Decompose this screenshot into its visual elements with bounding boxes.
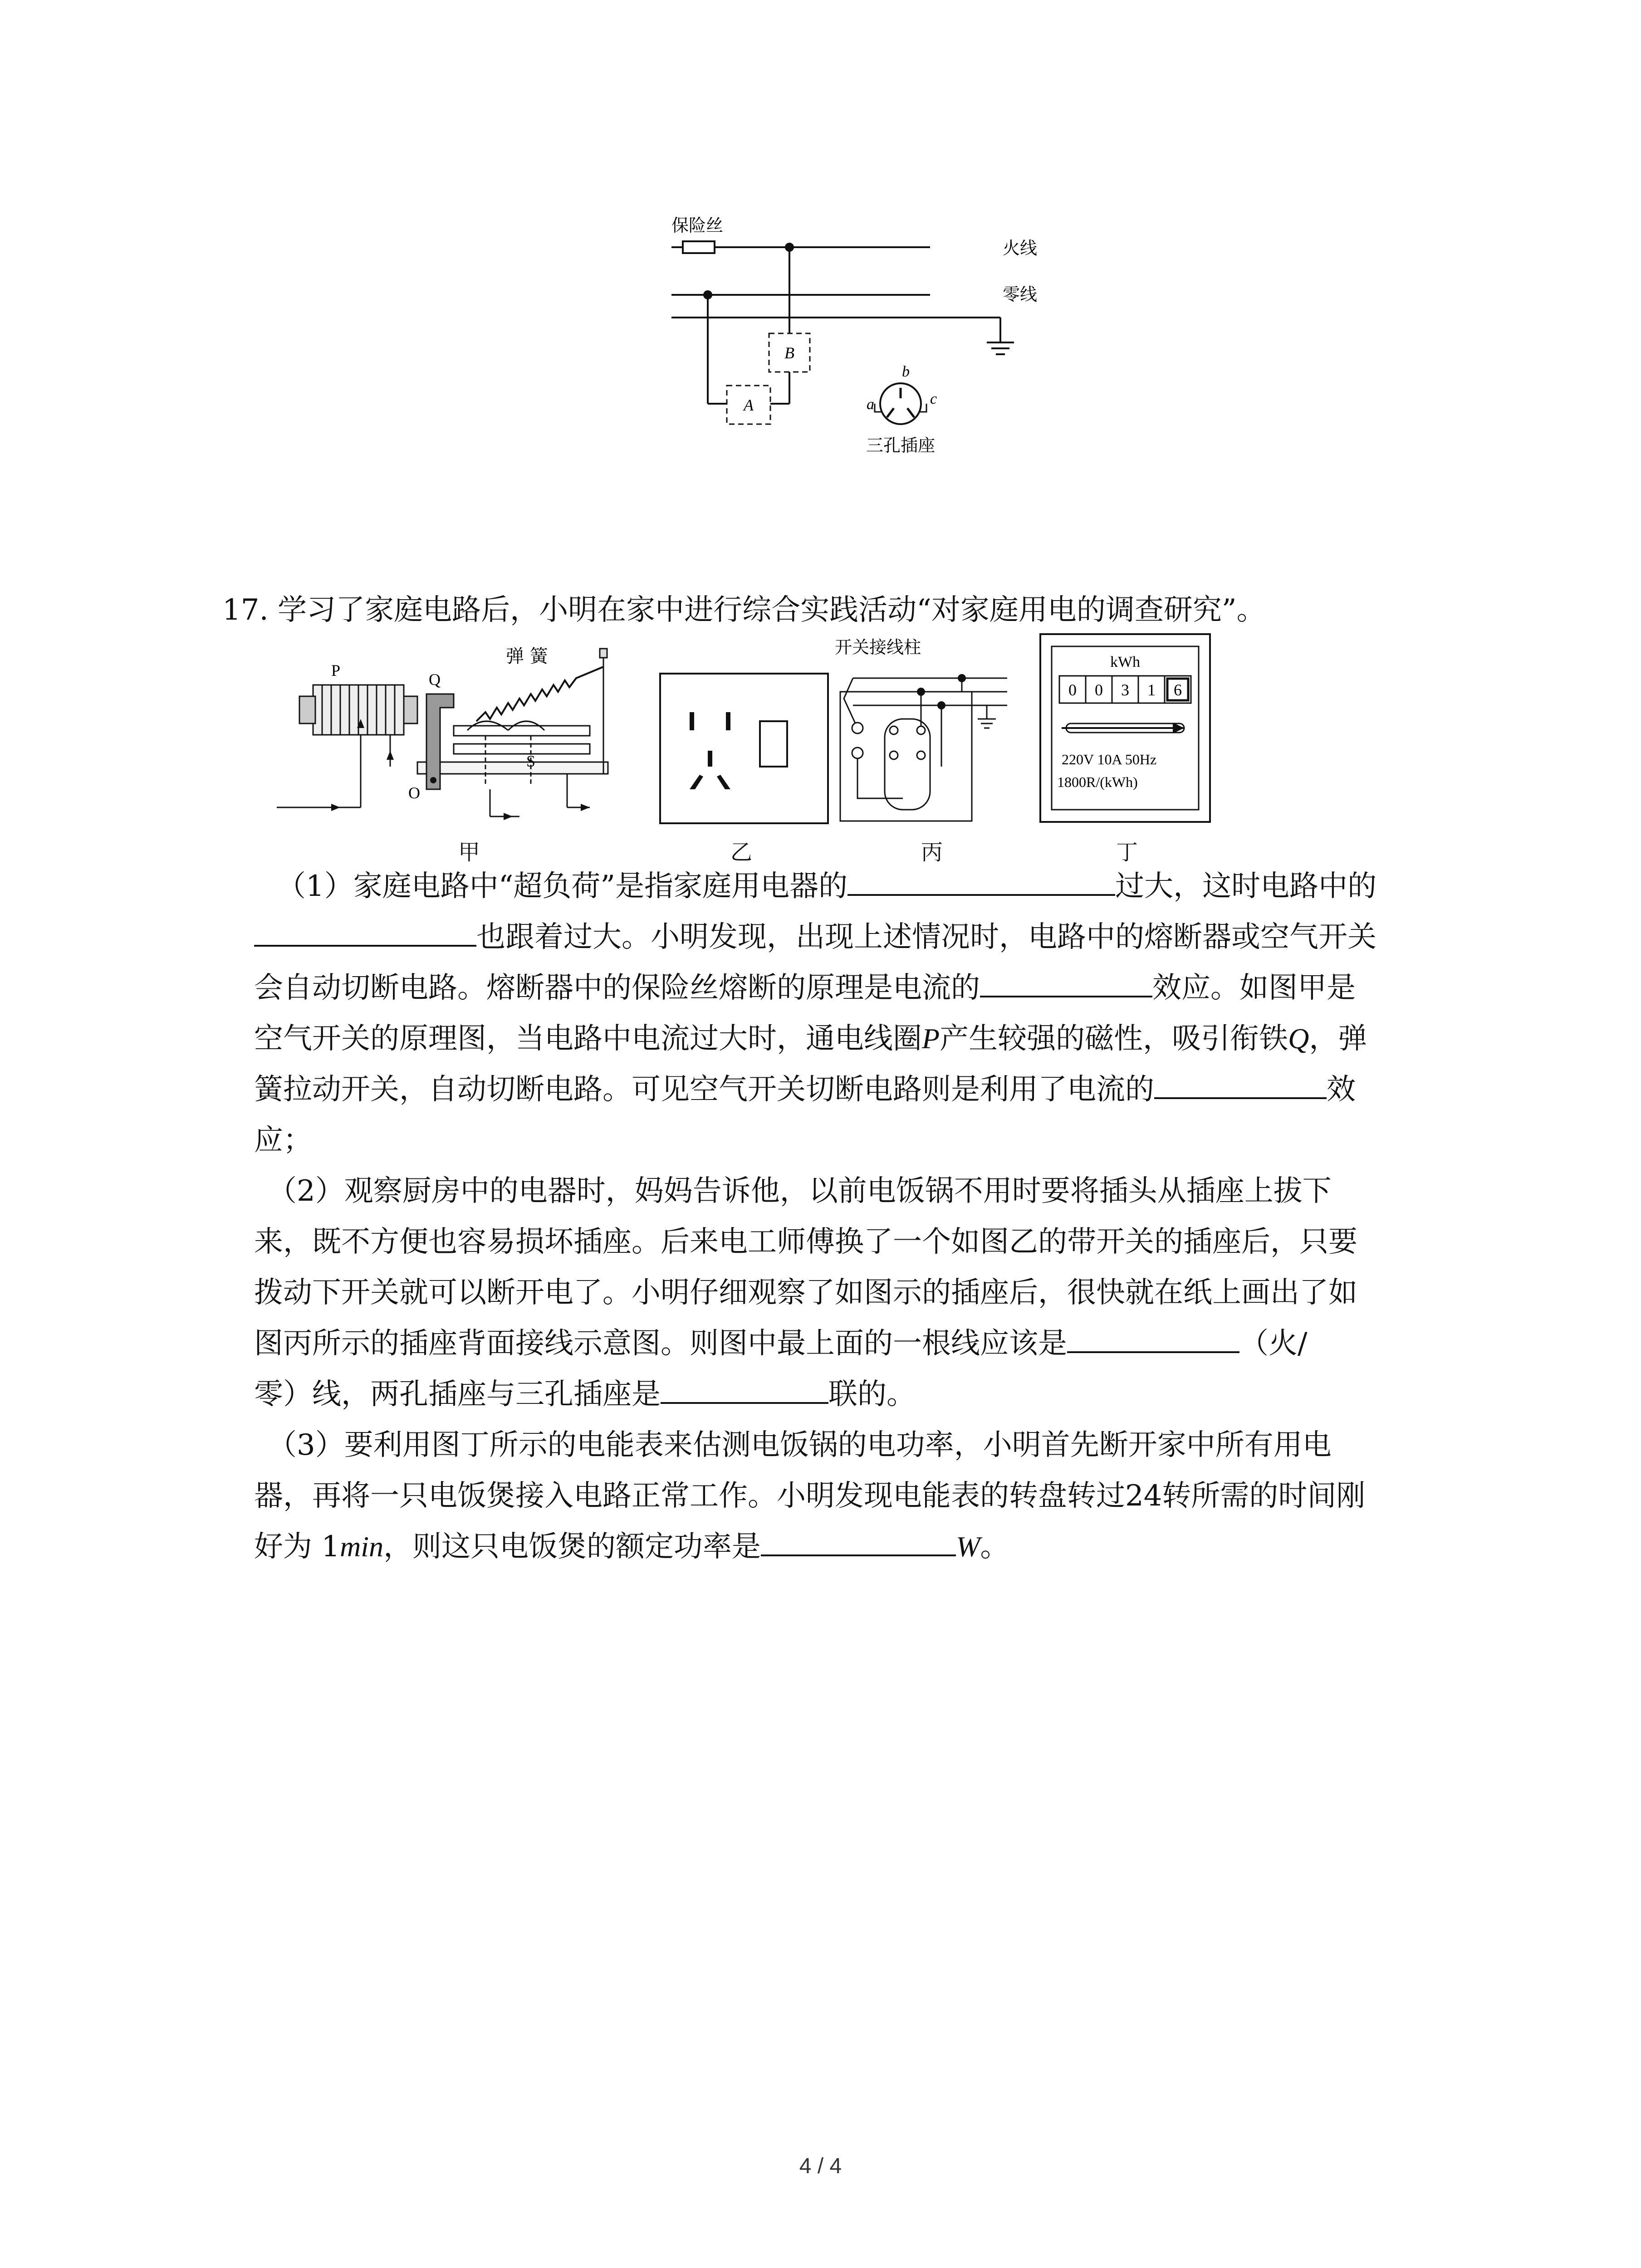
live-label: 火线 bbox=[1003, 238, 1038, 258]
caption-yi: 乙 bbox=[730, 840, 753, 865]
question-number: 17. bbox=[222, 593, 269, 627]
part2-line4: 图丙所示的插座背面接线示意图。则图中最上面的一根线应该是 （火/ bbox=[254, 1318, 1456, 1369]
svg-text:开关接线柱: 开关接线柱 bbox=[835, 637, 921, 657]
part2-line5: 零）线，两孔插座与三孔插座是 联的。 bbox=[254, 1369, 1456, 1420]
caption-jia: 甲 bbox=[458, 840, 480, 865]
caption-bing: 丙 bbox=[921, 840, 943, 865]
svg-text:B: B bbox=[784, 344, 794, 362]
part2-line2: 来，既不方便也容易损坏插座。后来电工师傅换了一个如图乙的带开关的插座后，只要 bbox=[254, 1225, 1357, 1259]
neutral-label: 零线 bbox=[1003, 284, 1038, 304]
rocker-switch-icon bbox=[760, 721, 787, 767]
socket-caption: 三孔插座 bbox=[866, 435, 936, 455]
part1-line5: 簧拉动开关，自动切断电路。可见空气开关切断电路则是利用了电流的 效 bbox=[254, 1064, 1456, 1115]
figure-yi-switched-socket bbox=[658, 671, 830, 826]
svg-text:c: c bbox=[930, 391, 937, 407]
svg-text:0: 0 bbox=[1068, 681, 1077, 699]
svg-text:3: 3 bbox=[1121, 681, 1129, 699]
figure-jia-air-switch bbox=[272, 635, 644, 835]
part1-line3: 会自动切断电路。熔断器中的保险丝熔断的原理是电流的 效应。如图甲是 bbox=[254, 963, 1456, 1013]
blank-3[interactable] bbox=[980, 967, 1152, 997]
svg-text:kWh: kWh bbox=[1110, 654, 1141, 670]
question-stem bbox=[222, 590, 1447, 631]
svg-text:6: 6 bbox=[1174, 681, 1182, 699]
svg-text:1: 1 bbox=[1147, 681, 1156, 699]
svg-text:A: A bbox=[744, 396, 754, 414]
question-text: 学习了家庭电路后，小明在家中进行综合实践活动“对家庭用电的调查研究”。 bbox=[278, 593, 1266, 627]
fuse-symbol bbox=[683, 241, 715, 253]
part2-line3: 拨动下开关就可以断开电了。小明仔细观察了如图示的插座后，很快就在纸上画出了如 bbox=[254, 1276, 1357, 1310]
svg-text:O: O bbox=[408, 784, 420, 802]
blank-6[interactable] bbox=[661, 1373, 828, 1404]
part3-line3: 好为 1min，则这只电饭煲的额定功率是 W。 bbox=[254, 1521, 1456, 1572]
svg-text:a: a bbox=[867, 396, 874, 413]
svg-text:0: 0 bbox=[1095, 681, 1103, 699]
svg-text:220V 10A 50Hz: 220V 10A 50Hz bbox=[1062, 751, 1157, 767]
part2-line1: （2）观察厨房中的电器时，妈妈告诉他，以前电饭锅不用时要将插头从插座上拔下 bbox=[268, 1174, 1332, 1208]
svg-text:b: b bbox=[902, 363, 910, 380]
svg-text:Q: Q bbox=[429, 670, 441, 689]
figure-bing-back-wiring bbox=[835, 635, 1030, 826]
blank-1[interactable] bbox=[847, 865, 1115, 896]
part3-line2: 器，再将一只电饭煲接入电路正常工作。小明发现电能表的转盘转过24转所需的时间刚 bbox=[254, 1479, 1366, 1513]
part1-line1: （1）家庭电路中“超负荷”是指家庭用电器的 过大，这时电路中的 bbox=[277, 861, 1479, 912]
part3-line1: （3）要利用图丁所示的电能表来估测电饭锅的电功率，小明首先断开家中所有用电 bbox=[268, 1428, 1332, 1462]
blank-5[interactable] bbox=[1067, 1322, 1239, 1353]
fuse-label: 保险丝 bbox=[671, 215, 724, 235]
part1-line4: 空气开关的原理图，当电路中电流过大时，通电线圈P产生较强的磁性，吸引衔铁Q，弹 bbox=[254, 1022, 1367, 1056]
caption-ding: 丁 bbox=[1116, 840, 1138, 865]
svg-text:弹 簧: 弹 簧 bbox=[506, 646, 548, 667]
svg-text:S: S bbox=[526, 752, 536, 770]
svg-text:P: P bbox=[331, 661, 341, 679]
blank-4[interactable] bbox=[1154, 1068, 1327, 1099]
three-pin-socket-icon bbox=[875, 383, 926, 424]
rotating-disc-icon bbox=[1062, 723, 1184, 733]
blank-7[interactable] bbox=[761, 1525, 956, 1556]
figure-ding-energy-meter bbox=[1039, 633, 1211, 823]
svg-text:1800R/(kWh): 1800R/(kWh) bbox=[1057, 774, 1138, 790]
wiring-diagram bbox=[658, 204, 1066, 472]
part1-line2: 也跟着过大。小明发现，出现上述情况时，电路中的熔断器或空气开关 bbox=[254, 912, 1456, 963]
part1-line6: 应； bbox=[254, 1124, 312, 1157]
page-number: 4 / 4 bbox=[799, 2154, 842, 2178]
blank-2[interactable] bbox=[254, 916, 476, 947]
